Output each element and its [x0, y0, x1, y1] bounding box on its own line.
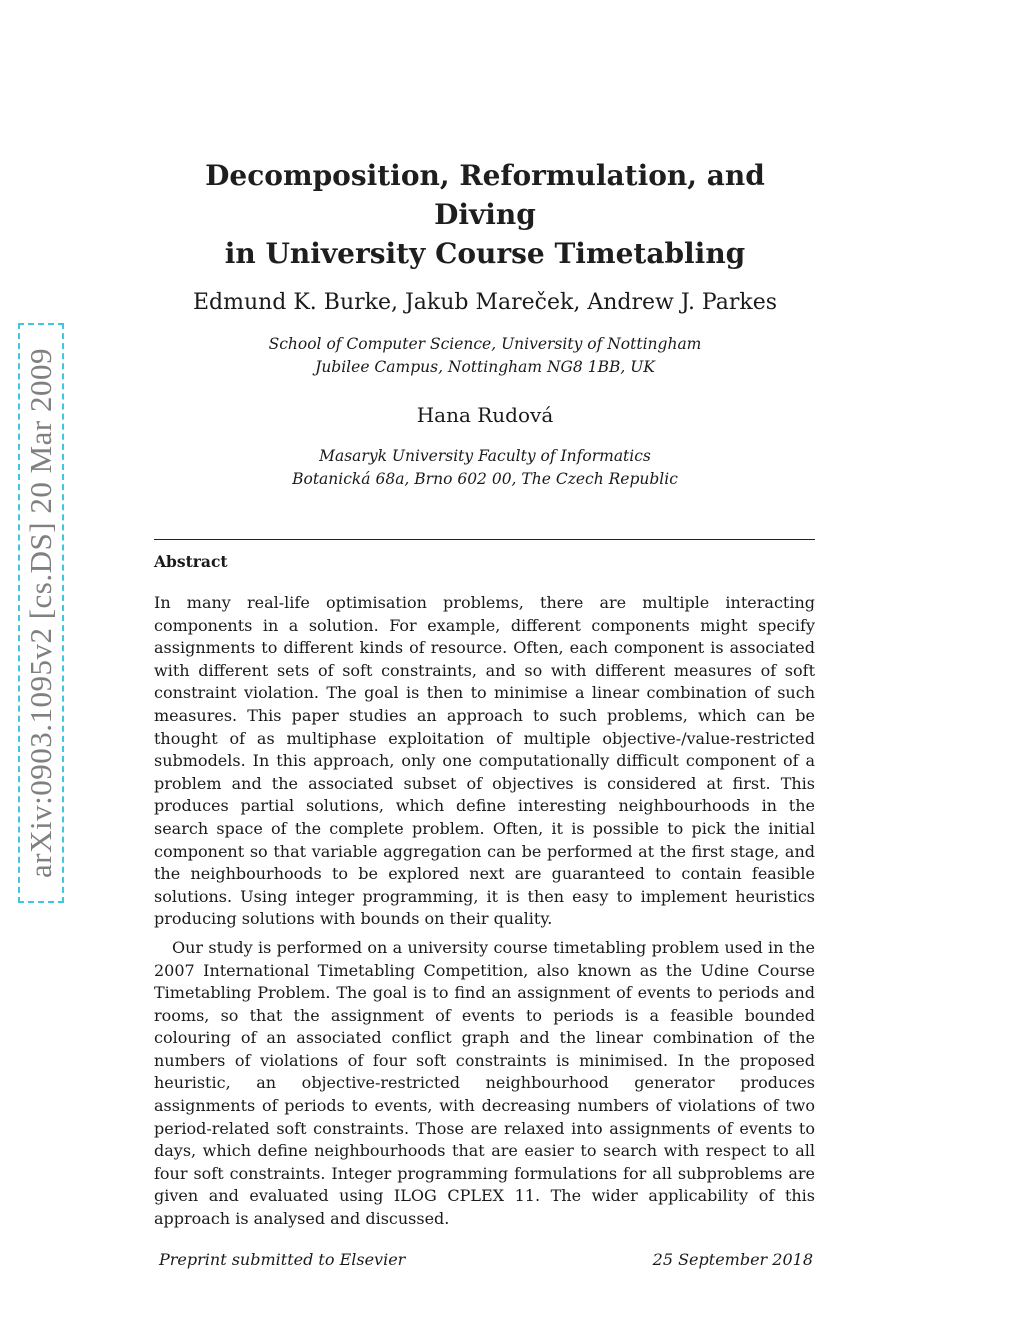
abstract-rule	[154, 539, 815, 540]
title-line-1: Decomposition, Reformulation, and Diving	[205, 159, 765, 231]
arxiv-stamp: arXiv:0903.1095v2 [cs.DS] 20 Mar 2009	[23, 348, 58, 878]
affiliation-1-line-1: School of Computer Science, University of Nottingham	[268, 335, 702, 353]
paper-title	[150, 156, 820, 273]
abstract-heading: Abstract	[154, 552, 228, 571]
abstract-body	[154, 592, 815, 1231]
affiliation-1-line-2: Jubilee Campus, Nottingham NG8 1BB, UK	[315, 358, 655, 376]
footer-date: 25 September 2018	[652, 1250, 813, 1269]
affiliation-2-line-1: Masaryk University Faculty of Informatics	[319, 447, 651, 465]
affiliation-1	[150, 333, 820, 379]
authors: Edmund K. Burke, Jakub Mareček, Andrew J. Parkes	[192, 290, 778, 315]
abstract-paragraph-1: In many real-life optimisation problems, there are multiple interacting components in a solution. For example, different components might specify assignments to different kinds of resource. Often, each component is associated with different sets of soft constraints, and so with different measures of soft constraint violation. The goal is then to minimise a linear combination of such measures. This paper studies an approach to such problems, which can be thought of as multiphase exploitation of multiple objective-/value-restricted submodels. In this approach, only one computationally difficult component of a problem and the associated subset of objectives is considered at first. This produces partial solutions, which define interesting neighbourhoods in the search space of the complete problem. Often, it is possible to pick the initial component so that variable aggregation can be performed at the first stage, and the neighbourhoods to be explored next are guaranteed to contain feasible solutions. Using integer programming, it is then easy to implement heuristics producing solutions with bounds on their quality.	[154, 593, 815, 929]
title-line-2: in University Course Timetabling	[224, 237, 746, 270]
affiliation-2-line-2: Botanická 68a, Brno 602 00, The Czech Republic	[292, 470, 678, 488]
affiliation-2	[150, 445, 820, 491]
abstract-paragraph-2: Our study is performed on a university course timetabling problem used in the 2007 International Timetabling Competition, also known as the Udine Course Timetabling Problem. The goal is to find an assignment of events to periods and rooms, so that the assignment of events to periods is a feasible bounded colouring of an associated conflict graph and the linear combination of the numbers of violations of four soft constraints is minimised. In the proposed heuristic, an objective-restricted neighbourhood generator produces assignments of periods to events, with decreasing numbers of violations of two period-related soft constraints. Those are relaxed into assignments of events to days, which define neighbourhoods that are easier to search with respect to all four soft constraints. Integer programming formulations for all subproblems are given and evaluated using ILOG CPLEX 11. The wider applicability of this approach is analysed and discussed.	[154, 937, 815, 1229]
footer-preprint-note: Preprint submitted to Elsevier	[159, 1250, 406, 1269]
author-2: Hana Rudová	[416, 403, 554, 427]
